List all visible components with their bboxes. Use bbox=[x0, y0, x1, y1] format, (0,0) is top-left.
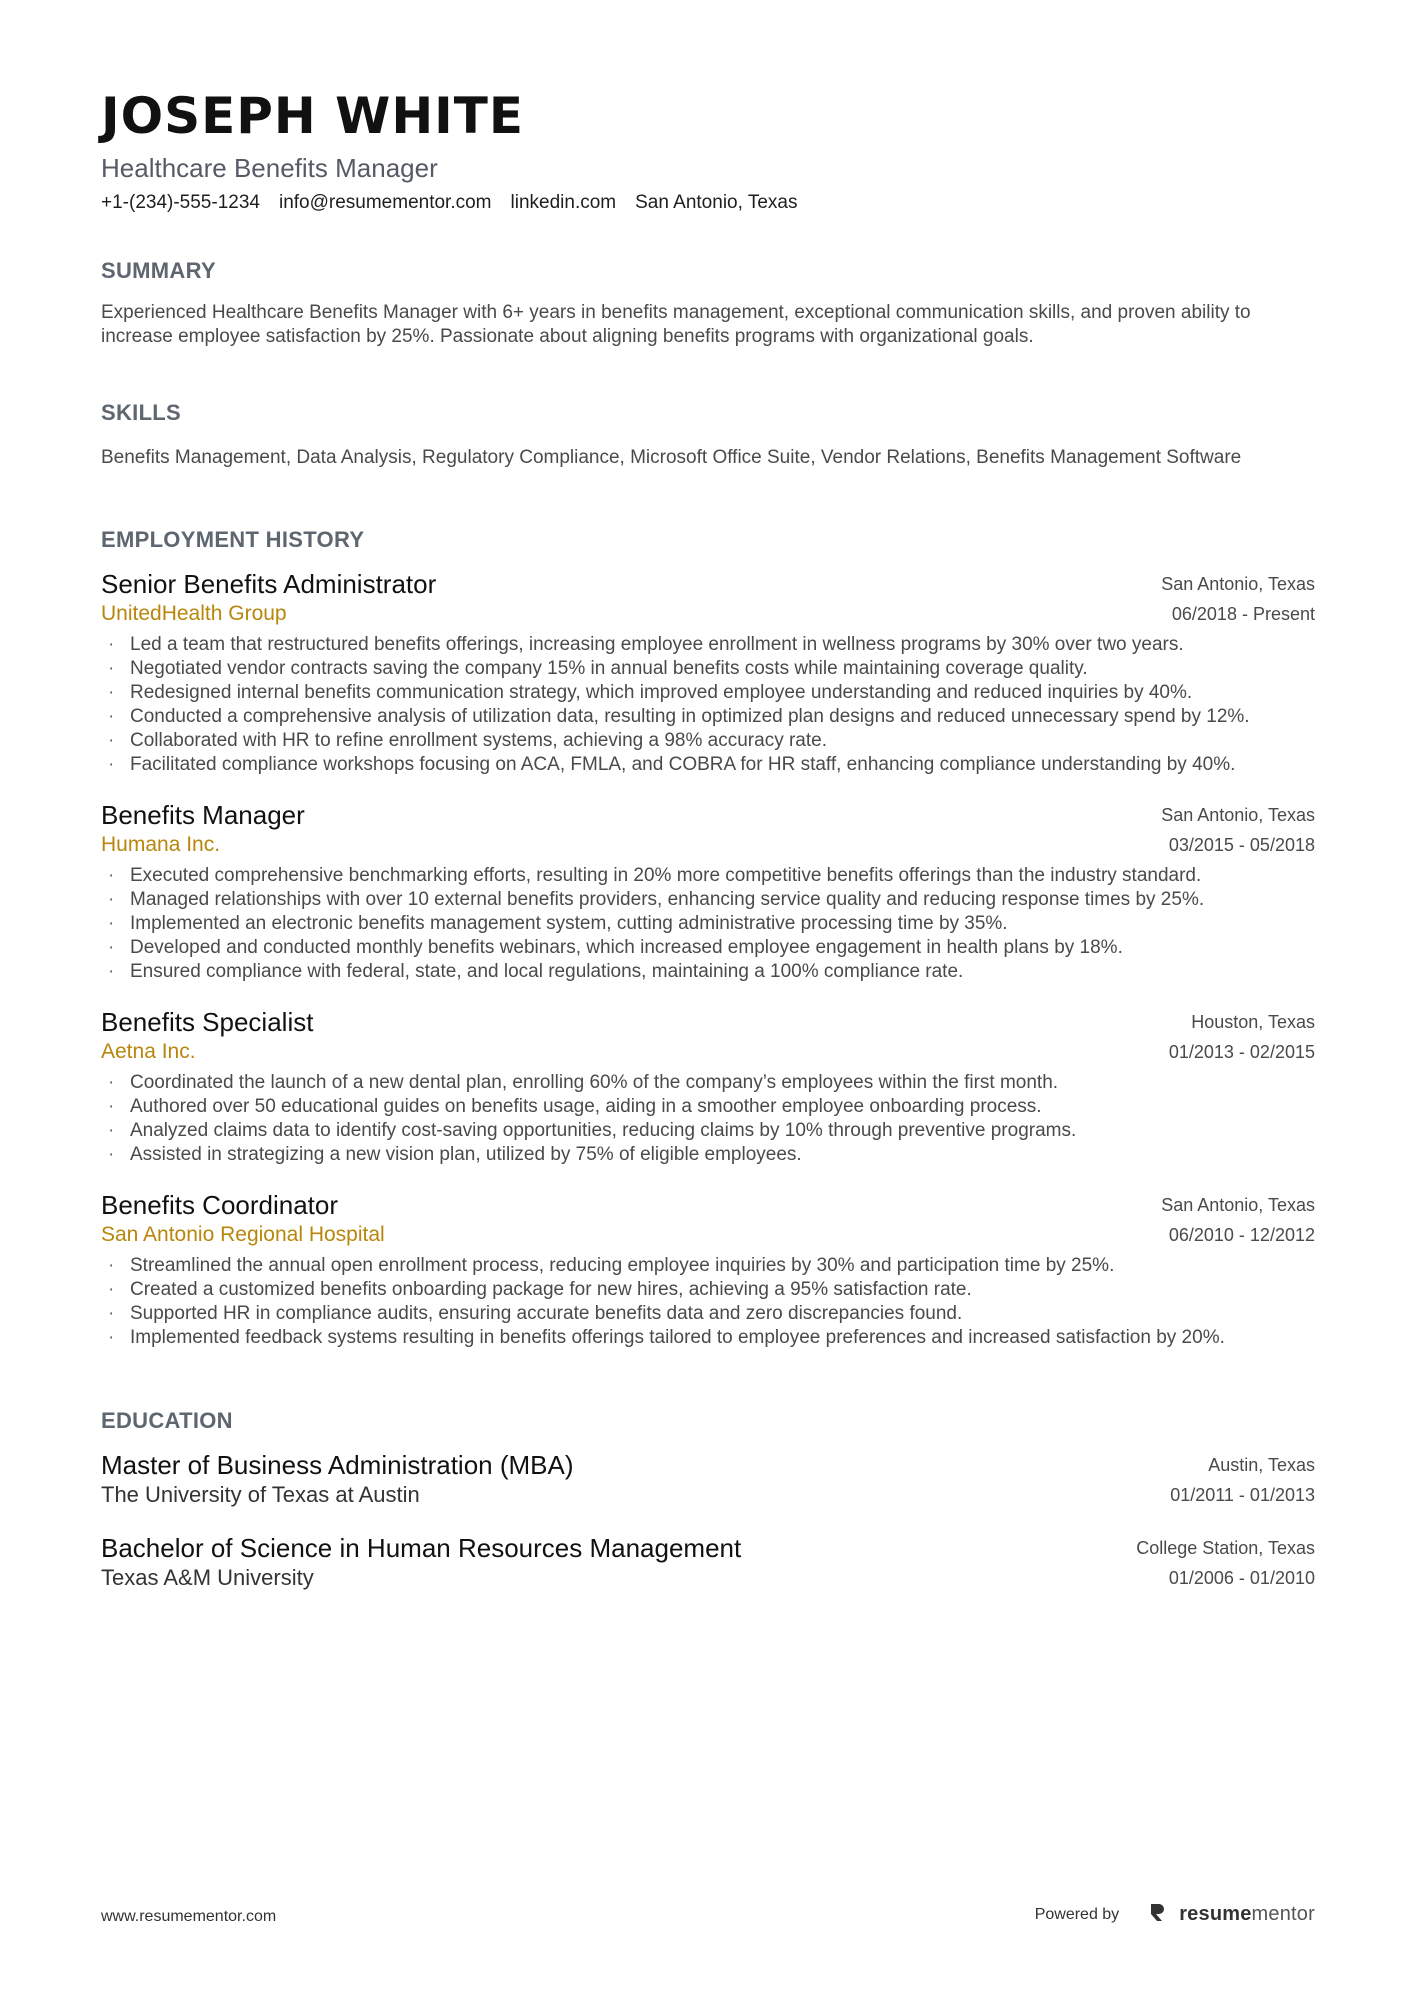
job-bullet: · Negotiated vendor contracts saving the company 15% in annual benefits costs while maintaining coverage quality. bbox=[101, 657, 1315, 681]
section-title-summary: SUMMARY bbox=[101, 258, 216, 283]
job-bullet: · Created a customized benefits onboarding package for new hires, achieving a 95% satisfaction rate. bbox=[101, 1278, 1315, 1302]
section-title-skills: SKILLS bbox=[101, 400, 182, 425]
resume-page bbox=[101, 82, 1315, 1593]
education-entry bbox=[101, 1533, 1315, 1593]
job-dates: 06/2018 - Present bbox=[1171, 604, 1315, 624]
job-dates: 01/2013 - 02/2015 bbox=[1168, 1042, 1315, 1062]
job-bullet: · Ensured compliance with federal, state, and local regulations, maintaining a 100% compliance rate. bbox=[101, 960, 1315, 984]
job-bullet: · Redesigned internal benefits communication strategy, which improved employee understanding and reduced inquiries by 40%. bbox=[101, 681, 1315, 705]
brand-name[interactable] bbox=[1179, 1903, 1315, 1926]
job-bullet: · Facilitated compliance workshops focusing on ACA, FMLA, and COBRA for HR staff, enhancing compliance understanding by 40%. bbox=[101, 753, 1315, 777]
education-section bbox=[101, 1406, 1315, 1593]
job-bullet: · Executed comprehensive benchmarking efforts, resulting in 20% more competitive benefits offerings than the industry standard. bbox=[101, 864, 1315, 888]
candidate-role: Healthcare Benefits Manager bbox=[101, 153, 438, 183]
education-entry bbox=[101, 1450, 1315, 1510]
job-bullet: · Coordinated the launch of a new dental plan, enrolling 60% of the company’s employees within the first month. bbox=[101, 1071, 1315, 1095]
footer-website[interactable]: www.resumementor.com bbox=[101, 1908, 277, 1925]
school-name: The University of Texas at Austin bbox=[101, 1482, 420, 1507]
job-bullets bbox=[101, 1254, 1315, 1350]
contact-row bbox=[101, 190, 1315, 216]
education-dates: 01/2006 - 01/2010 bbox=[1168, 1568, 1315, 1588]
job-bullet: · Analyzed claims data to identify cost-saving opportunities, reducing claims by 10% through preventive programs. bbox=[101, 1119, 1315, 1143]
brand-name-bold: resume bbox=[1179, 1903, 1252, 1925]
job-bullet: · Collaborated with HR to refine enrollment systems, achieving a 98% accuracy rate. bbox=[101, 729, 1315, 753]
job-bullet: · Assisted in strategizing a new vision plan, utilized by 75% of eligible employees. bbox=[101, 1143, 1315, 1167]
footer-branding bbox=[1035, 1902, 1315, 1927]
section-title-education: EDUCATION bbox=[101, 1408, 233, 1433]
job-entry bbox=[101, 569, 1315, 777]
job-entry bbox=[101, 800, 1315, 984]
section-title-employment: EMPLOYMENT HISTORY bbox=[101, 527, 365, 552]
job-dates: 06/2010 - 12/2012 bbox=[1168, 1225, 1315, 1245]
job-bullet: · Led a team that restructured benefits offerings, increasing employee enrollment in wellness programs by 30% over two years. bbox=[101, 633, 1315, 657]
contact-linkedin[interactable]: linkedin.com bbox=[510, 192, 617, 213]
brand-name-light: mentor bbox=[1251, 1903, 1315, 1925]
education-location: Austin, Texas bbox=[1208, 1455, 1315, 1475]
job-title: Benefits Specialist bbox=[101, 1007, 314, 1037]
summary-section bbox=[101, 256, 1315, 349]
job-bullet: · Developed and conducted monthly benefits webinars, which increased employee engagement in health plans by 18%. bbox=[101, 936, 1315, 960]
school-name: Texas A&M University bbox=[101, 1565, 314, 1590]
contact-location: San Antonio, Texas bbox=[635, 192, 798, 213]
candidate-name: JOSEPH WHITE bbox=[101, 87, 525, 145]
job-location: San Antonio, Texas bbox=[1161, 574, 1315, 594]
job-bullets bbox=[101, 633, 1315, 777]
employment-section bbox=[101, 525, 1315, 1350]
job-company: Humana Inc. bbox=[101, 833, 221, 856]
job-title: Benefits Coordinator bbox=[101, 1190, 339, 1220]
skills-text: Benefits Management, Data Analysis, Regulatory Compliance, Microsoft Office Suite, Vendor Relations, Benefits Management Software bbox=[101, 447, 1242, 468]
job-location: San Antonio, Texas bbox=[1161, 805, 1315, 825]
job-entry bbox=[101, 1190, 1315, 1350]
job-bullets bbox=[101, 864, 1315, 984]
job-entry bbox=[101, 1007, 1315, 1167]
job-location: Houston, Texas bbox=[1191, 1012, 1315, 1032]
summary-text: Experienced Healthcare Benefits Manager with 6+ years in benefits management, exceptional communication skills, and proven ability to increase employee satisfaction by 25%. Passionate about aligning benefits programs with organizational goals. bbox=[101, 302, 1251, 347]
job-bullet: · Streamlined the annual open enrollment process, reducing employee inquiries by 30% and participation time by 25%. bbox=[101, 1254, 1315, 1278]
job-location: San Antonio, Texas bbox=[1161, 1195, 1315, 1215]
job-bullet: · Conducted a comprehensive analysis of utilization data, resulting in optimized plan designs and reduced unnecessary spend by 12%. bbox=[101, 705, 1315, 729]
job-title: Benefits Manager bbox=[101, 800, 305, 830]
job-company: Aetna Inc. bbox=[101, 1040, 196, 1063]
contact-email[interactable]: info@resumementor.com bbox=[278, 192, 492, 213]
degree-title: Master of Business Administration (MBA) bbox=[101, 1450, 574, 1480]
job-bullets bbox=[101, 1071, 1315, 1167]
job-bullet: · Managed relationships with over 10 external benefits providers, enhancing service quality and reducing response times by 25%. bbox=[101, 888, 1315, 912]
job-dates: 03/2015 - 05/2018 bbox=[1168, 835, 1315, 855]
job-company: San Antonio Regional Hospital bbox=[101, 1223, 385, 1246]
powered-by-label: Powered by bbox=[1034, 1905, 1120, 1923]
degree-title: Bachelor of Science in Human Resources Management bbox=[101, 1533, 742, 1563]
education-location: College Station, Texas bbox=[1136, 1538, 1315, 1558]
job-bullet: · Implemented feedback systems resulting in benefits offerings tailored to employee preferences and increased satisfaction by 20%. bbox=[101, 1326, 1315, 1350]
resumementor-logo-icon bbox=[1149, 1902, 1165, 1927]
job-company: UnitedHealth Group bbox=[101, 602, 287, 625]
job-bullet: · Implemented an electronic benefits management system, cutting administrative processing time by 35%. bbox=[101, 912, 1315, 936]
skills-section bbox=[101, 398, 1315, 470]
job-title: Senior Benefits Administrator bbox=[101, 569, 437, 599]
job-bullet: · Supported HR in compliance audits, ensuring accurate benefits data and zero discrepancies found. bbox=[101, 1302, 1315, 1326]
job-bullet: · Authored over 50 educational guides on benefits usage, aiding in a smoother employee onboarding process. bbox=[101, 1095, 1315, 1119]
education-dates: 01/2011 - 01/2013 bbox=[1170, 1485, 1315, 1505]
contact-phone: +1-(234)-555-1234 bbox=[101, 192, 260, 213]
